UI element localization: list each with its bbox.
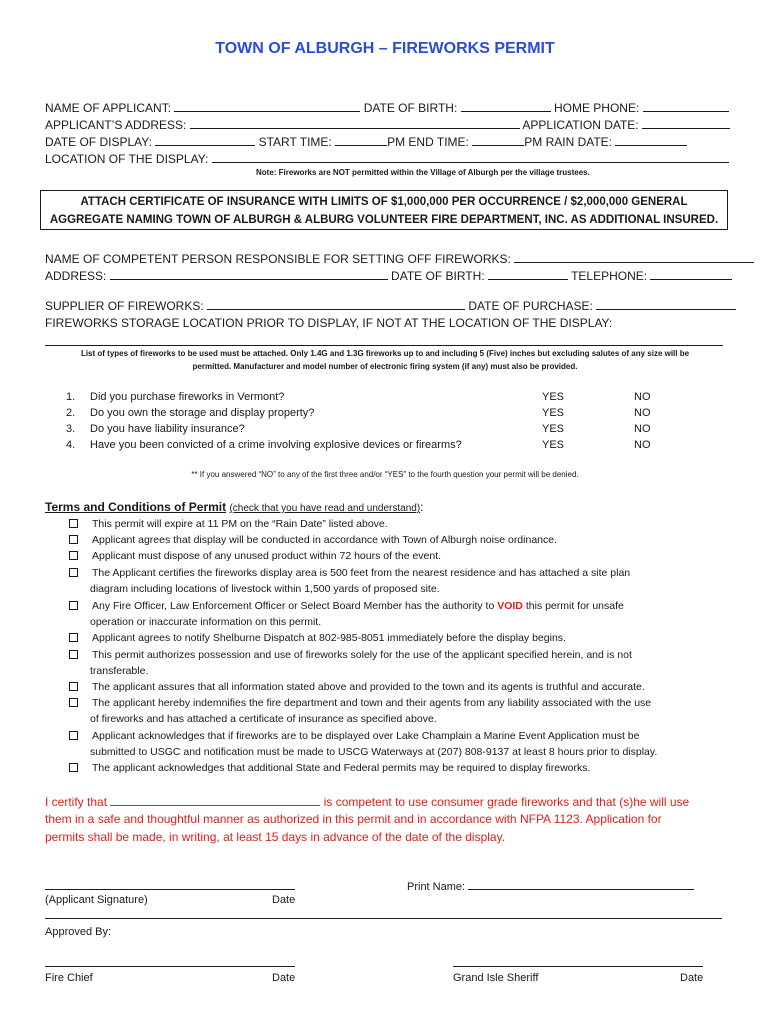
print-name-field[interactable] xyxy=(468,878,694,890)
term-text-continued: submitted to USGC and notification must be made to USCG Waterways at (207) 808-9137 at least 8 hours prior to display. xyxy=(90,746,658,758)
term-text: The applicant assures that all information stated above and provided to the town and its agents is truthful and accurate. xyxy=(92,681,645,693)
terms-heading-title: Terms and Conditions of Permit xyxy=(45,500,227,514)
location-label: LOCATION OF THE DISPLAY: xyxy=(45,152,209,166)
checkbox-icon[interactable] xyxy=(67,698,79,707)
applicant-row-1 xyxy=(45,100,729,115)
question-number: 4. xyxy=(66,439,76,451)
question-row xyxy=(66,391,284,403)
term-item[interactable] xyxy=(45,567,630,579)
term-item[interactable] xyxy=(45,518,388,530)
applicant-row-4 xyxy=(45,151,729,166)
terms-heading-colon: : xyxy=(420,500,424,514)
checkbox-icon[interactable] xyxy=(67,633,79,642)
term-text: The applicant acknowledges that additional State and Federal permits may be required to display fireworks. xyxy=(92,762,591,774)
question-text: Did you purchase fireworks in Vermont? xyxy=(90,391,285,403)
supplier-row xyxy=(45,298,736,313)
certify-line-1 xyxy=(45,794,689,809)
question-number: 3. xyxy=(66,423,76,435)
applicant-name-label: NAME OF APPLICANT: xyxy=(45,101,172,115)
applicant-date-label: Date xyxy=(272,894,296,906)
question-row xyxy=(66,423,245,435)
term-text: this permit for unsafe xyxy=(525,600,624,612)
question-row xyxy=(66,407,314,419)
applicant-name-field[interactable] xyxy=(174,100,360,112)
competent-row-1 xyxy=(45,251,754,266)
question-text: Do you own the storage and display property? xyxy=(90,407,315,419)
display-date-field[interactable] xyxy=(155,134,255,146)
term-item[interactable] xyxy=(45,762,590,774)
supplier-field[interactable] xyxy=(207,298,465,310)
competent-name-label: NAME OF COMPETENT PERSON RESPONSIBLE FOR SETTING OFF FIREWORKS: xyxy=(45,252,511,266)
term-text-continued: operation or inaccurate information on this permit. xyxy=(90,616,322,628)
start-time-label: START TIME: xyxy=(258,135,332,149)
term-item[interactable] xyxy=(45,550,441,562)
rain-date-field[interactable] xyxy=(615,134,687,146)
home-phone-label: HOME PHONE: xyxy=(553,101,640,115)
competent-address-label: ADDRESS: xyxy=(45,269,107,283)
purchase-date-label: DATE OF PURCHASE: xyxy=(468,299,593,313)
certify-line-3: permits shall be made, in writing, at least 15 days in advance of the date of the display. xyxy=(45,830,506,844)
no-option[interactable]: NO xyxy=(634,391,651,403)
term-text: This permit will expire at 11 PM on the “Rain Date” listed above. xyxy=(92,518,388,530)
questions-note: ** If you answered “NO” to any of the first three and/or “YES” to the fourth question your permit will be denied. xyxy=(191,470,579,479)
checkbox-icon[interactable] xyxy=(67,601,79,610)
fire-chief-date-label: Date xyxy=(272,972,296,984)
address-label: APPLICANT’S ADDRESS: xyxy=(45,118,187,132)
insurance-line-1: ATTACH CERTIFICATE OF INSURANCE WITH LIMITS OF $1,000,000 PER OCCURRENCE / $2,000,000 GENERAL xyxy=(80,196,688,208)
sheriff-date-label: Date xyxy=(680,972,704,984)
question-number: 1. xyxy=(66,391,76,403)
competent-name-field[interactable] xyxy=(514,251,754,263)
terms-heading-sub: (check that you have read and understand) xyxy=(229,503,421,514)
applicant-signature-label: (Applicant Signature) xyxy=(45,894,148,906)
no-option[interactable]: NO xyxy=(634,423,651,435)
yes-option[interactable]: YES xyxy=(542,423,565,435)
rain-date-label: RAIN DATE: xyxy=(545,135,613,149)
question-number: 2. xyxy=(66,407,76,419)
fire-chief-signature-line[interactable] xyxy=(45,966,295,967)
question-text: Have you been convicted of a crime involving explosive devices or firearms? xyxy=(90,439,462,451)
yes-option[interactable]: YES xyxy=(542,407,565,419)
yes-option[interactable]: YES xyxy=(542,391,565,403)
supplier-label: SUPPLIER OF FIREWORKS: xyxy=(45,299,204,313)
void-label: VOID xyxy=(497,600,523,612)
end-pm-label: PM xyxy=(524,135,543,149)
certify-text: is competent to use consumer grade fireworks and that (s)he will use xyxy=(323,795,690,809)
application-date-label: APPLICATION DATE: xyxy=(522,118,639,132)
certify-text: I certify that xyxy=(45,795,108,809)
end-time-label: END TIME: xyxy=(408,135,469,149)
question-text: Do you have liability insurance? xyxy=(90,423,245,435)
term-item[interactable] xyxy=(45,600,624,612)
location-note: Note: Fireworks are NOT permitted within the Village of Alburgh per the village trustees. xyxy=(256,168,590,177)
no-option[interactable]: NO xyxy=(634,439,651,451)
term-text: This permit authorizes possession and use of fireworks solely for the use of the applicant specified herein, and is not xyxy=(92,649,632,661)
applicant-row-2 xyxy=(45,117,730,132)
checkbox-icon[interactable] xyxy=(67,568,79,577)
checkbox-icon[interactable] xyxy=(67,551,79,560)
term-text-continued: diagram including locations of livestock within 1,500 yards of proposed site. xyxy=(90,583,440,595)
term-item[interactable] xyxy=(45,697,651,709)
term-item[interactable] xyxy=(45,649,632,661)
competent-telephone-label: TELEPHONE: xyxy=(571,269,648,283)
checkbox-icon[interactable] xyxy=(67,650,79,659)
no-option[interactable]: NO xyxy=(634,407,651,419)
term-text: Applicant acknowledges that if fireworks are to be displayed over Lake Champlain a Marine Event Application must be xyxy=(92,730,640,742)
print-name-row xyxy=(407,878,694,893)
yes-option[interactable]: YES xyxy=(542,439,565,451)
display-date-label: DATE OF DISPLAY: xyxy=(45,135,152,149)
term-text: Applicant agrees that display will be conducted in accordance with Town of Alburgh noise ordinance. xyxy=(92,534,558,546)
sheriff-label: Grand Isle Sheriff xyxy=(453,972,539,984)
term-text: The applicant hereby indemnifies the fire department and town and their agents from any liability associated with the use xyxy=(92,697,652,709)
term-item[interactable] xyxy=(45,681,645,693)
start-pm-label: PM xyxy=(387,135,406,149)
term-text: Applicant must dispose of any unused product within 72 hours of the event. xyxy=(92,550,442,562)
approval-line[interactable] xyxy=(45,918,722,919)
home-phone-field[interactable] xyxy=(643,100,729,112)
end-time-field[interactable] xyxy=(472,134,524,146)
term-text-continued: of fireworks and has attached a certificate of insurance as specified above. xyxy=(90,713,437,725)
term-text: Any Fire Officer, Law Enforcement Officer or Select Board Member has the authority to xyxy=(92,600,495,612)
applicant-signature-line[interactable] xyxy=(45,889,295,890)
approved-by-label: Approved By: xyxy=(45,926,112,938)
competent-telephone-field[interactable] xyxy=(650,268,732,280)
insurance-line-2: AGGREGATE NAMING TOWN OF ALBURGH & ALBURG VOLUNTEER FIRE DEPARTMENT, INC. AS ADDITIONAL INSURED. xyxy=(49,214,719,226)
address-field[interactable] xyxy=(190,117,520,129)
checkbox-icon[interactable] xyxy=(67,731,79,740)
competent-row-2 xyxy=(45,268,732,283)
fireworks-list-note-1: List of types of fireworks to be used must be attached. Only 1.4G and 1.3G fireworks up to and including 5 (Five) inches but excluding salutes of any size will be xyxy=(80,349,690,358)
insurance-notice-box xyxy=(40,190,728,230)
dob-label: DATE OF BIRTH: xyxy=(363,101,458,115)
question-row xyxy=(66,439,462,451)
checkbox-icon[interactable] xyxy=(67,519,79,528)
term-item[interactable] xyxy=(45,534,557,546)
storage-field-line[interactable] xyxy=(45,345,723,346)
competent-address-field[interactable] xyxy=(110,268,388,280)
competent-dob-field[interactable] xyxy=(488,268,568,280)
storage-label: FIREWORKS STORAGE LOCATION PRIOR TO DISPLAY, IF NOT AT THE LOCATION OF THE DISPLAY: xyxy=(45,316,613,330)
checkbox-icon[interactable] xyxy=(67,682,79,691)
term-text: Applicant agrees to notify Shelburne Dispatch at 802-985-8051 immediately before the display begins. xyxy=(92,632,566,644)
term-item[interactable] xyxy=(45,730,639,742)
sheriff-signature-line[interactable] xyxy=(453,966,703,967)
term-text-continued: transferable. xyxy=(90,665,149,677)
start-time-field[interactable] xyxy=(335,134,387,146)
page-title: TOWN OF ALBURGH – FIREWORKS PERMIT xyxy=(215,40,555,57)
application-date-field[interactable] xyxy=(642,117,730,129)
fire-chief-label: Fire Chief xyxy=(45,972,93,984)
applicant-row-3 xyxy=(45,134,687,149)
certify-line-2: them in a safe and thoughtful manner as authorized in this permit and in accordance with NFPA 1123. Application for xyxy=(45,812,662,826)
print-name-label: Print Name: xyxy=(407,881,466,893)
checkbox-icon[interactable] xyxy=(67,763,79,772)
fireworks-list-note-2: permitted. Manufacturer and model number of electronic firing system (if any) must also be provided. xyxy=(192,362,578,371)
checkbox-icon[interactable] xyxy=(67,535,79,544)
term-item[interactable] xyxy=(45,632,566,644)
competent-dob-label: DATE OF BIRTH: xyxy=(391,269,485,283)
terms-heading xyxy=(45,500,424,514)
location-field[interactable] xyxy=(212,151,729,163)
dob-field[interactable] xyxy=(461,100,551,112)
term-text: The Applicant certifies the fireworks display area is 500 feet from the nearest residence and has attached a site plan xyxy=(92,567,631,579)
purchase-date-field[interactable] xyxy=(596,298,736,310)
certify-name-field[interactable] xyxy=(110,794,320,806)
